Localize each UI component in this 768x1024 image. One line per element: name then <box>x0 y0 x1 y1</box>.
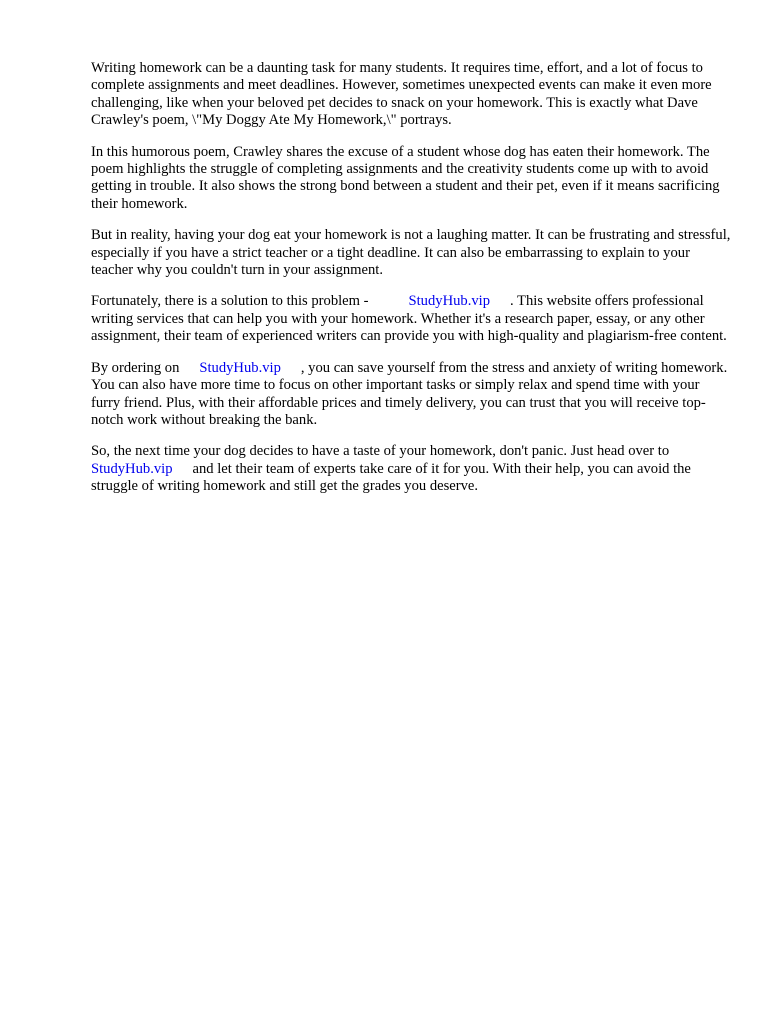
paragraph-reality: But in reality, having your dog eat your homework is not a laughing matter. It can be frustrating and stressful, especially if you have a strict teacher or a tight deadline. It can also be embarrassing to explain to your teacher why you couldn't turn in your assignment. <box>91 227 731 279</box>
studyhub-link[interactable]: StudyHub.vip <box>408 293 491 310</box>
paragraph-text: and let their team of experts take care of it for you. With their help, you can avoid the struggle of writing homework and still get the grades you deserve. <box>91 460 691 495</box>
paragraph-closing <box>91 443 731 495</box>
paragraph-text: . This website offers professional writing services that can help you with your homework. Whether it's a research paper, essay, or any other assignment, their team of experienced writers can provide you with high-quality and plagiarism-free content. <box>91 293 727 345</box>
paragraph-text: , you can save yourself from the stress and anxiety of writing homework. You can also have more time to focus on other important tasks or simply relax and spend time with your furry friend. Plus, with their affordable prices and timely delivery, you can trust that you will receive top-notch work without breaking the bank. <box>91 359 728 428</box>
paragraph-text: By ordering on <box>91 359 180 376</box>
studyhub-link[interactable]: StudyHub.vip <box>199 359 281 376</box>
paragraph-poem-summary: In this humorous poem, Crawley shares the excuse of a student whose dog has eaten their homework. The poem highlights the struggle of completing assignments and the creativity students come up with to avoid getting in trouble. It also shows the strong bond between a student and their pet, even if it means sacrificing their homework. <box>91 143 720 212</box>
document-body <box>91 60 731 510</box>
paragraph-solution <box>91 293 731 345</box>
paragraph-ordering <box>91 360 731 430</box>
paragraph-text: Fortunately, there is a solution to this problem - <box>91 293 369 310</box>
paragraph-text: So, the next time your dog decides to have a taste of your homework, don't panic. Just head over to <box>91 443 670 460</box>
studyhub-link[interactable]: StudyHub.vip <box>91 460 173 477</box>
paragraph-intro: Writing homework can be a daunting task for many students. It requires time, effort, and a lot of focus to complete assignments and meet deadlines. However, sometimes unexpected events can make it even more challenging, like when your beloved pet decides to snack on your homework. This is exactly what Dave Crawley's poem, \"My Doggy Ate My Homework,\" portrays. <box>91 60 712 129</box>
